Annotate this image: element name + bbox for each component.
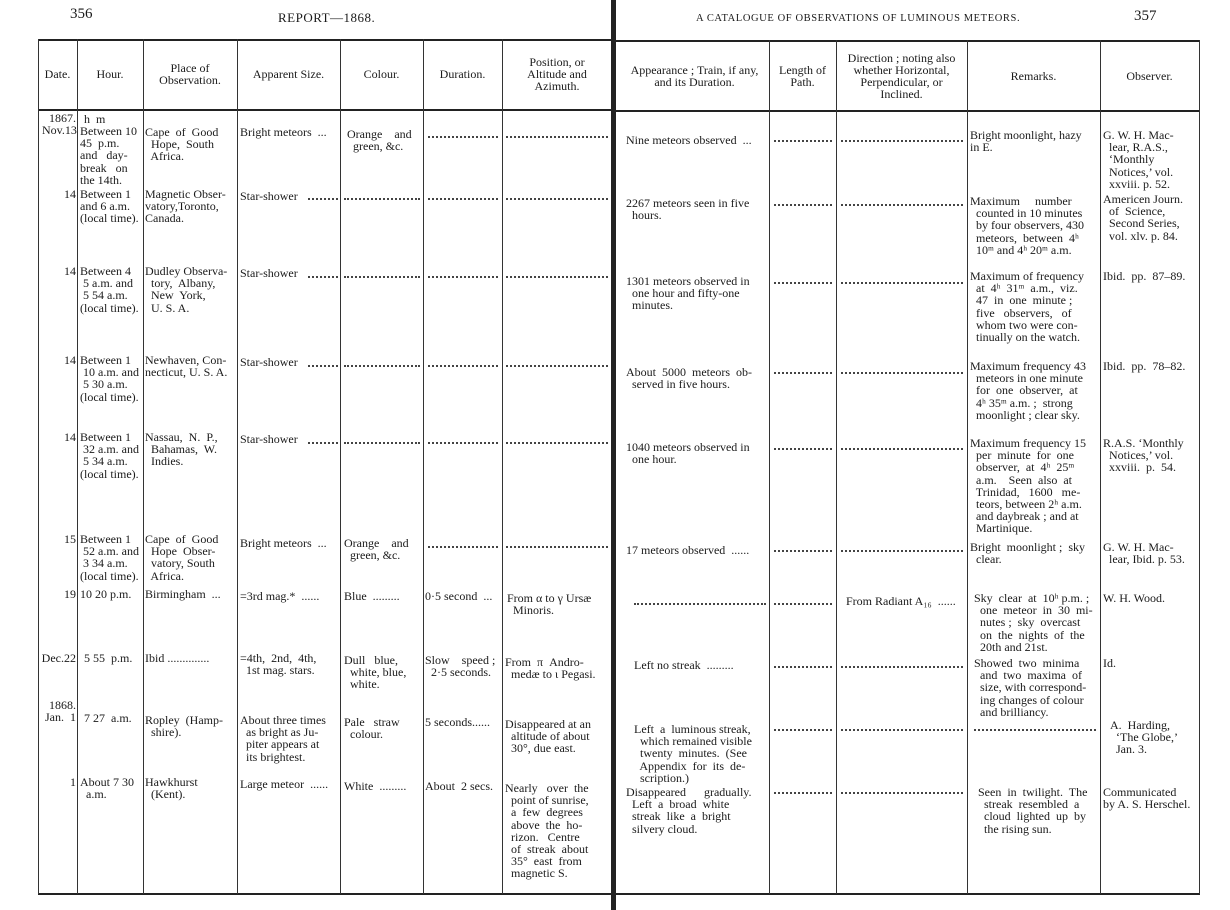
leader-dots [344,276,420,278]
column-rule [967,40,968,894]
leader-dots [774,282,832,284]
observer-cell: Ibid. pp. 78–82. [1103,359,1186,373]
column-rule [77,39,78,894]
header-bottom-rule [38,109,612,111]
table-bottom-rule [616,893,1200,895]
leader-dots [308,198,338,200]
observer-cell: Id. [1103,656,1116,670]
leader-dots [428,198,498,200]
appearance-cell: Left a luminous streak, which remained visible twenty minutes. (See Appendix for its de- scription.) [634,722,752,785]
appearance-cell: 1301 meteors observed in one hour and fifty-one minutes. [626,274,750,313]
remarks-cell: Maximum of frequency at 4ʰ 31ᵐ a.m., viz. 47 in one minute ; five observers, of whom two were con- tinually on the watch. [970,269,1084,345]
leader-dots [506,442,608,444]
date-cell: 1867. Nov.13 [42,111,77,138]
position-cell: Disappeared at an altitude of about 30°, due east. [505,717,591,756]
col-header-hour: Hour. [96,67,124,81]
table-bottom-rule [38,893,612,895]
page-number: 356 [70,6,93,22]
leader-dots [428,365,498,367]
size-cell: =4th, 2nd, 4th, 1st mag. stars. [240,651,317,678]
leader-dots [506,136,608,138]
leader-dots [774,666,832,668]
hour-cell: Between 10 45 p.m. and day- break on the 14th. [80,124,137,187]
col-header-date: Date. [44,67,71,81]
column-rule [769,40,770,894]
date-cell: Dec.22 [41,651,76,665]
col-header-duration: Duration. [439,67,486,81]
hour-cell: 7 27 a.m. [84,711,132,725]
size-cell: Star-shower [240,432,298,446]
date-cell: 14 [64,264,76,278]
place-cell: Dudley Observa- tory, Albany, New York, U. S. A. [145,264,228,315]
leader-dots [774,204,832,206]
hour-cell: 5 55 p.m. [84,651,133,665]
col-header-appearance: Appearance ; Train, if any, and its Duration. [630,63,759,89]
leader-dots [506,276,608,278]
observer-cell: Americen Journ. of Science, Second Series, vol. xlv. p. 84. [1103,192,1183,243]
place-cell: Magnetic Obser- vatory,Toronto, Canada. [145,187,226,226]
remarks-cell: Maximum frequency 15 per minute for one observer, at 4ʰ 25ᵐ a.m. Seen also at Trinidad, 1600 me- teors, between 2ʰ a.m. and daybreak ; and at Martinique. [970,436,1086,536]
column-rule [1199,40,1200,894]
date-cell: 15 [64,532,76,546]
leader-dots [774,448,832,450]
colour-cell: Blue ......... [344,589,400,603]
right-page [616,0,1230,910]
leader-dots [308,365,338,367]
colour-cell: Orange and green, &c. [347,127,412,154]
leader-dots [774,729,832,731]
duration-cell: 0·5 second ... [425,589,493,603]
date-cell: 14 [64,353,76,367]
leader-dots [506,546,608,548]
size-cell: Star-shower [240,266,298,280]
leader-dots [841,550,963,552]
col-header-place: Place of Observation. [159,61,221,87]
leader-dots [841,372,963,374]
leader-dots [774,792,832,794]
col-header-direction: Direction ; noting also whether Horizontal, Perpendicular, or Inclined. [847,51,956,101]
column-rule [237,39,238,894]
duration-cell: About 2 secs. [425,779,493,793]
place-cell: Ropley (Hamp- shire). [145,713,223,740]
observer-cell: W. H. Wood. [1103,591,1166,605]
direction-cell: From Radiant A₁₆ ...... [846,594,956,608]
column-rule [836,40,837,894]
table-top-rule [38,39,612,41]
leader-dots [428,136,498,138]
hour-cell: Between 1 and 6 a.m. (local time). [80,187,139,226]
page-number: 357 [1134,8,1157,24]
column-rule [340,39,341,894]
place-cell: Nassau, N. P., Bahamas, W. Indies. [145,430,218,469]
place-cell: Newhaven, Con- necticut, U. S. A. [145,353,228,380]
colour-cell: Orange and green, &c. [344,536,409,563]
leader-dots [428,276,498,278]
remarks-cell: Showed two minima and two maxima of size, with correspond- ing changes of colour and brilliancy. [974,656,1087,719]
leader-dots [774,140,832,142]
appearance-cell: Nine meteors observed ... [626,133,752,147]
colour-cell: Pale straw colour. [344,715,400,742]
leader-dots [841,666,963,668]
leader-dots [841,792,963,794]
appearance-cell: 17 meteors observed ...... [626,543,750,557]
col-header-length: Length of Path. [779,63,826,89]
size-cell: Star-shower [240,355,298,369]
colour-cell: Dull blue, white, blue, white. [344,653,407,692]
appearance-cell: Left no streak ......... [634,658,734,672]
hour-cell: Between 1 52 a.m. and 3 34 a.m. (local time). [80,532,139,583]
leader-dots [308,442,338,444]
position-cell: From π Andro- medæ to ι Pegasi. [505,655,596,682]
leader-dots [841,282,963,284]
size-cell: Bright meteors ... [240,536,327,550]
col-header-observer: Observer. [1126,69,1173,83]
date-cell: 1868. Jan. 1 [45,698,76,725]
position-cell: From α to γ Ursæ Minoris. [507,591,592,618]
appearance-cell: 2267 meteors seen in five hours. [626,196,750,223]
hour-cell: Between 1 32 a.m. and 5 34 a.m. (local time). [80,430,139,481]
appearance-cell: 1040 meteors observed in one hour. [626,440,750,467]
leader-dots [344,442,420,444]
leader-dots [974,729,1096,731]
header-bottom-rule [616,110,1200,112]
appearance-cell: Disappeared gradually. Left a broad white streak like a bright silvery cloud. [626,785,752,836]
observer-cell: R.A.S. ‘Monthly Notices,’ vol. xxviii. p. 54. [1103,436,1184,475]
size-cell: =3rd mag.* ...... [240,589,320,603]
leader-dots [841,140,963,142]
col-header-remarks: Remarks. [1010,69,1057,83]
observer-cell: Ibid. pp. 87–89. [1103,269,1186,283]
leader-dots [428,442,498,444]
observer-cell: A. Harding, ‘The Globe,’ Jan. 3. [1110,718,1178,757]
leader-dots [506,365,608,367]
leader-dots [308,276,338,278]
col-header-size: Apparent Size. [252,67,325,81]
date-cell: 14 [64,430,76,444]
observer-cell: Communicated by A. S. Herschel. [1103,785,1191,812]
column-rule [38,39,39,894]
size-cell: Star-shower [240,189,298,203]
duration-cell: Slow speed ; 2·5 seconds. [425,653,496,680]
leader-dots [634,603,766,605]
hour-cell: Between 1 10 a.m. and 5 30 a.m. (local time). [80,353,139,404]
leader-dots [841,448,963,450]
remarks-cell: Bright moonlight, hazy in E. [970,128,1082,155]
leader-dots [774,550,832,552]
leader-dots [774,603,832,605]
remarks-cell: Seen in twilight. The streak resembled a cloud lighted up by the rising sun. [978,785,1088,836]
col-header-colour: Colour. [363,67,400,81]
hour-units: h m [84,112,106,126]
date-cell: 1 [70,775,76,789]
leader-dots [344,198,420,200]
column-rule [423,39,424,894]
remarks-cell: Maximum number counted in 10 minutes by four observers, 430 meteors, between 4ʰ 10ᵐ and 4ʰ 20ᵐ a.m. [970,194,1084,257]
leader-dots [506,198,608,200]
leader-dots [841,204,963,206]
size-cell: Large meteor ...... [240,777,329,791]
size-cell: About three times as bright as Ju- piter appears at its brightest. [240,713,326,764]
leader-dots [344,365,420,367]
remarks-cell: Maximum frequency 43 meteors in one minute for one observer, at 4ʰ 35ᵐ a.m. ; strong moonlight ; clear sky. [970,359,1086,422]
leader-dots [841,729,963,731]
running-head: REPORT—1868. [278,10,376,25]
column-rule [502,39,503,894]
position-cell: Nearly over the point of sunrise, a few degrees above the ho- rizon. Centre of streak about 35° east from magnetic S. [505,781,589,881]
running-head: A CATALOGUE OF OBSERVATIONS OF LUMINOUS METEORS. [696,13,1021,24]
date-cell: 14 [64,187,76,201]
hour-cell: 10 20 p.m. [80,587,132,601]
place-cell: Hawkhurst (Kent). [145,775,198,802]
place-cell: Cape of Good Hope Obser- vatory, South Africa. [145,532,219,583]
hour-cell: Between 4 5 a.m. and 5 54 a.m. (local time). [80,264,139,315]
place-cell: Ibid .............. [145,651,210,665]
duration-cell: 5 seconds...... [425,715,490,729]
place-cell: Cape of Good Hope, South Africa. [145,125,219,164]
col-header-position: Position, or Altitude and Azimuth. [527,55,587,93]
date-cell: 19 [64,587,76,601]
place-cell: Birmingham ... [145,587,221,601]
column-rule [1100,40,1101,894]
appearance-cell: About 5000 meteors ob- served in five hours. [626,365,752,392]
size-cell: Bright meteors ... [240,125,327,139]
left-page [0,0,612,910]
observer-cell: G. W. H. Mac- lear, Ibid. p. 53. [1103,540,1185,567]
table-top-rule [616,40,1200,42]
colour-cell: White ......... [344,779,407,793]
remarks-cell: Sky clear at 10ʰ p.m. ; one meteor in 30 mi- nutes ; sky overcast on the nights of the 20th and 21st. [974,591,1093,654]
leader-dots [774,372,832,374]
hour-cell: About 7 30 a.m. [80,775,134,802]
remarks-cell: Bright moonlight ; sky clear. [970,540,1086,567]
column-rule [143,39,144,894]
leader-dots [428,546,498,548]
observer-cell: G. W. H. Mac- lear, R.A.S., ‘Monthly Notices,’ vol. xxviii. p. 52. [1103,128,1174,191]
